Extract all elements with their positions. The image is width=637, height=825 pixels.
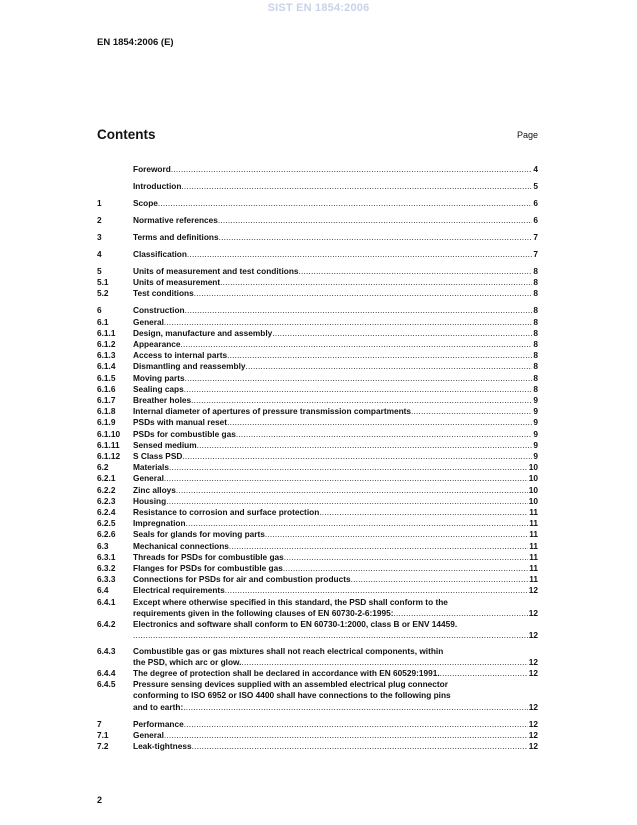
toc-dot-leader <box>191 395 532 406</box>
toc-entry-title: Housing <box>133 495 167 506</box>
toc-entry-number: 6.1.3 <box>97 350 116 361</box>
toc-entry-title-wrap <box>133 198 532 209</box>
toc-dot-leader <box>164 473 528 484</box>
toc-entry-title: General <box>133 316 164 327</box>
toc-entry-last-line <box>133 608 538 619</box>
toc-entry-number: 6.4.1 <box>97 596 116 607</box>
toc-entry-title-wrap <box>133 608 528 619</box>
toc-entry[interactable] <box>97 496 538 507</box>
toc-entry-number: 6.3.2 <box>97 563 116 574</box>
toc-entry-page: 12 <box>528 740 538 751</box>
toc-entry-title-wrap <box>133 529 528 540</box>
toc-entry[interactable] <box>97 198 538 209</box>
toc-dot-leader <box>219 232 533 243</box>
toc-entry-page: 8 <box>533 277 538 288</box>
toc-entry[interactable] <box>97 440 538 451</box>
toc-entry-number: 5.1 <box>97 277 109 288</box>
toc-entry-title: Access to internal parts <box>133 350 228 361</box>
toc-entry[interactable] <box>97 679 538 713</box>
toc-entry-number: 6.2.5 <box>97 518 116 529</box>
toc-entry-title-line: Except where otherwise specified in this standard, the PSD shall conform to the <box>133 596 448 607</box>
toc-entry-page: 11 <box>529 518 538 529</box>
toc-entry-title-wrap <box>133 496 528 507</box>
toc-entry-title: Foreword <box>133 164 171 174</box>
toc-entry-title: the PSD, which arc or glow. <box>133 656 242 667</box>
toc-dot-leader <box>133 630 528 641</box>
toc-dot-leader <box>283 563 528 574</box>
toc-entry-title: Dismantling and reassembly <box>133 361 246 372</box>
toc-entry-title-line: Electronics and software shall conform to EN 60730-1:2000, class B or ENV 14459. <box>133 619 458 630</box>
toc-entry[interactable] <box>97 574 538 585</box>
toc-entry-title-wrap <box>133 266 532 277</box>
toc-entry-title-block <box>133 646 538 668</box>
toc-entry-title: Zinc alloys <box>133 484 176 495</box>
toc-entry[interactable] <box>97 249 538 260</box>
toc-entry-page: 8 <box>533 316 538 327</box>
toc-dot-leader <box>186 518 529 529</box>
toc-entry-number: 6.2.2 <box>97 484 116 495</box>
toc-entry-number: 3 <box>97 232 102 242</box>
toc-entry[interactable] <box>97 395 538 406</box>
toc-entry-number: 6.1.8 <box>97 406 116 417</box>
toc-dot-leader <box>184 719 528 730</box>
toc-entry-title: PSDs for combustible gas <box>133 428 236 439</box>
toc-entry[interactable] <box>97 507 538 518</box>
toc-dot-leader <box>411 406 532 417</box>
toc-entry[interactable] <box>97 451 538 462</box>
toc-entry-title: General <box>133 729 164 740</box>
toc-entry-number: 6.1.10 <box>97 428 121 439</box>
toc-entry-page: 9 <box>533 439 538 450</box>
toc-entry-title: Performance <box>133 718 184 729</box>
toc-entry[interactable] <box>97 473 538 484</box>
toc-entry-number: 7.2 <box>97 740 109 751</box>
toc-entry-title: Appearance <box>133 339 181 350</box>
toc-entry-page: 10 <box>528 462 538 473</box>
toc-entry-number: 6.1.2 <box>97 339 116 350</box>
toc-entry-title-wrap <box>133 384 532 395</box>
page-column-label: Page <box>516 130 538 140</box>
toc-entry-number: 6.1 <box>97 316 109 327</box>
toc-entry-number: 6.2.3 <box>97 495 116 506</box>
toc-entry-title-wrap <box>133 406 532 417</box>
toc-entry-page: 8 <box>533 372 538 383</box>
toc-entry[interactable] <box>97 646 538 668</box>
toc-entry[interactable] <box>97 232 538 243</box>
toc-entry[interactable] <box>97 485 538 496</box>
toc-entry-title-wrap <box>133 317 532 328</box>
toc-entry-title: Units of measurement <box>133 277 221 288</box>
toc-dot-leader <box>272 328 532 339</box>
toc-entry[interactable] <box>97 288 538 299</box>
toc-dot-leader <box>440 668 528 679</box>
toc-entry-title-wrap <box>133 395 532 406</box>
toc-entry-last-line <box>133 630 538 641</box>
toc-entry-title: Construction <box>133 305 185 316</box>
page-number: 2 <box>97 795 103 805</box>
toc-entry-last-line <box>133 668 538 679</box>
toc-entry-page: 5 <box>533 181 538 191</box>
toc-entry[interactable] <box>97 339 538 350</box>
toc-entry-page: 11 <box>529 551 538 562</box>
toc-entry-title-wrap <box>133 657 528 668</box>
toc-entry-title-wrap <box>133 164 532 175</box>
toc-entry-title-wrap <box>133 485 528 496</box>
toc-entry[interactable] <box>97 350 538 361</box>
toc-entry-title-wrap <box>133 668 528 679</box>
toc-entry-title-wrap <box>133 574 528 585</box>
toc-entry-title-wrap <box>133 702 528 713</box>
toc-entry-title-wrap <box>133 741 528 752</box>
toc-entry-title-wrap <box>133 215 532 226</box>
toc-dot-leader <box>182 451 532 462</box>
toc-entry-title-wrap <box>133 277 532 288</box>
toc-entry-page: 12 <box>528 607 538 618</box>
toc-entry-title-wrap <box>133 451 532 462</box>
toc-entry[interactable] <box>97 305 538 316</box>
toc-entry-page: 8 <box>533 383 538 394</box>
toc-entry-number: 6.4.3 <box>97 645 116 656</box>
toc-entry-number: 6.4 <box>97 585 109 596</box>
toc-entry-page: 6 <box>533 198 538 208</box>
toc-entry-number: 5.2 <box>97 288 109 299</box>
toc-entry-page: 9 <box>533 428 538 439</box>
toc-dot-leader <box>319 507 528 518</box>
toc-entry-number: 1 <box>97 198 102 208</box>
toc-dot-leader <box>220 277 532 288</box>
toc-entry-title-wrap <box>133 563 528 574</box>
toc-entry[interactable] <box>97 619 538 641</box>
toc-dot-leader <box>171 164 533 175</box>
toc-entry-page: 8 <box>533 305 538 316</box>
toc-entry[interactable] <box>97 215 538 226</box>
toc-entry[interactable] <box>97 529 538 540</box>
toc-dot-leader <box>227 417 532 428</box>
toc-dot-leader <box>166 496 528 507</box>
toc-entry-number: 6.3.1 <box>97 551 116 562</box>
toc-dot-leader <box>246 361 533 372</box>
toc-entry-title: The degree of protection shall be declared in accordance with EN 60529:1991. <box>133 667 440 678</box>
toc-entry-number: 7.1 <box>97 729 109 740</box>
toc-entry[interactable] <box>97 563 538 574</box>
document-id: EN 1854:2006 (E) <box>97 37 174 48</box>
toc-dot-leader <box>236 429 533 440</box>
toc-entry-page: 10 <box>528 495 538 506</box>
toc-entry-title: Mechanical connections <box>133 540 229 551</box>
toc-dot-leader <box>197 440 533 451</box>
toc-entry-page: 7 <box>533 232 538 242</box>
toc-entry-number: 6.1.12 <box>97 451 121 462</box>
toc-entry[interactable] <box>97 518 538 529</box>
toc-entry-title: General <box>133 473 164 484</box>
toc-entry-page: 7 <box>533 249 538 259</box>
toc-dot-leader <box>218 215 533 226</box>
toc-entry[interactable] <box>97 417 538 428</box>
toc-entry-title-wrap <box>133 361 532 372</box>
toc-entry-number: 6.2.1 <box>97 473 116 484</box>
toc-entry-title-line: Pressure sensing devices supplied with an assembled electrical plug connector <box>133 679 448 690</box>
toc-entry[interactable] <box>97 361 538 372</box>
toc-entry-title: Introduction <box>133 181 182 191</box>
toc-dot-leader <box>299 266 533 277</box>
toc-entry[interactable] <box>97 384 538 395</box>
toc-dot-leader <box>284 552 528 563</box>
toc-entry[interactable] <box>97 328 538 339</box>
toc-dot-leader <box>181 181 532 192</box>
toc-entry-page: 12 <box>528 718 538 729</box>
toc-entry-title-wrap <box>133 518 528 529</box>
toc-entry-page: 8 <box>533 327 538 338</box>
toc-entry-page: 11 <box>529 540 538 551</box>
toc-entry-title-wrap <box>133 288 532 299</box>
toc-entry[interactable] <box>97 741 538 752</box>
toc-dot-leader <box>225 585 528 596</box>
toc-entry-number: 6.3 <box>97 540 109 551</box>
toc-entry[interactable] <box>97 317 538 328</box>
toc-entry-page: 9 <box>533 395 538 406</box>
toc-entry-last-line <box>133 702 538 713</box>
toc-entry[interactable] <box>97 585 538 596</box>
toc-entry-title: Classification <box>133 249 187 259</box>
toc-entry-page: 11 <box>529 563 538 574</box>
toc-dot-leader <box>176 485 528 496</box>
toc-dot-leader <box>229 541 528 552</box>
toc-entry[interactable] <box>97 164 538 175</box>
toc-entry-number: 6.1.7 <box>97 395 116 406</box>
toc-entry-title: Electrical requirements <box>133 585 225 596</box>
toc-entry-title-wrap <box>133 328 532 339</box>
toc-entry-title-wrap <box>133 440 532 451</box>
toc-entry[interactable] <box>97 406 538 417</box>
toc-entry-page: 9 <box>533 406 538 417</box>
toc-entry-page: 4 <box>533 164 538 174</box>
toc-entry-page: 6 <box>533 215 538 225</box>
toc-entry[interactable] <box>97 462 538 473</box>
toc-dot-leader <box>194 288 533 299</box>
toc-dot-leader <box>181 339 533 350</box>
toc-entry[interactable] <box>97 719 538 730</box>
toc-entry[interactable] <box>97 266 538 277</box>
toc-entry-page: 8 <box>533 361 538 372</box>
toc-dot-leader <box>242 657 528 668</box>
toc-entry-number: 6.4.4 <box>97 667 116 678</box>
toc-dot-leader <box>185 373 533 384</box>
toc-entry-title-wrap <box>133 507 528 518</box>
toc-entry[interactable] <box>97 277 538 288</box>
toc-entry-page: 12 <box>528 656 538 667</box>
toc-dot-leader <box>164 317 532 328</box>
toc-entry-title-wrap <box>133 730 528 741</box>
toc-entry[interactable] <box>97 552 538 563</box>
table-of-contents <box>97 164 538 752</box>
toc-entry[interactable] <box>97 373 538 384</box>
toc-entry-title-block <box>133 679 538 713</box>
toc-entry-title-wrap <box>133 541 528 552</box>
toc-entry-number: 6.1.6 <box>97 383 116 394</box>
toc-entry-title: Moving parts <box>133 372 185 383</box>
toc-entry-page: 12 <box>528 729 538 740</box>
toc-entry-title-block <box>133 597 538 619</box>
toc-entry-title-wrap <box>133 232 532 243</box>
toc-dot-leader <box>192 741 528 752</box>
toc-dot-leader <box>169 462 528 473</box>
toc-entry-page: 12 <box>528 630 538 641</box>
toc-entry-title-block <box>133 619 538 641</box>
toc-entry-number: 5 <box>97 266 102 276</box>
toc-entry-title: Scope <box>133 198 158 208</box>
watermark: SIST EN 1854:2006 <box>267 2 370 14</box>
toc-entry-title-wrap <box>133 473 528 484</box>
toc-entry-title: Terms and definitions <box>133 232 219 242</box>
toc-entry-title: Connections for PSDs for air and combustion products <box>133 574 351 585</box>
toc-entry-title-wrap <box>133 350 532 361</box>
toc-entry-page: 10 <box>528 484 538 495</box>
toc-entry-number: 6.4.5 <box>97 679 116 690</box>
toc-entry-number: 6.3.3 <box>97 574 116 585</box>
toc-entry-title-wrap <box>133 339 532 350</box>
toc-entry-number: 2 <box>97 215 102 225</box>
contents-title: Contents <box>97 127 156 142</box>
toc-entry-title-line: conforming to ISO 6952 or ISO 4400 shall have connections to the following pins <box>133 690 451 701</box>
toc-entry-number: 6.2.6 <box>97 529 116 540</box>
toc-dot-leader <box>183 702 528 713</box>
toc-entry-page: 11 <box>529 529 538 540</box>
toc-entry-title: Internal diameter of apertures of pressure transmission compartments <box>133 406 412 417</box>
toc-dot-leader <box>394 608 528 619</box>
toc-entry-title-wrap <box>133 630 528 641</box>
toc-entry-title-wrap <box>133 429 532 440</box>
toc-entry-title-wrap <box>133 249 532 260</box>
toc-entry-title-wrap <box>133 585 528 596</box>
toc-entry-number: 6.1.11 <box>97 439 120 450</box>
toc-entry-title-wrap <box>133 719 528 730</box>
toc-entry-title: PSDs with manual reset <box>133 417 228 428</box>
toc-entry-title: Breather holes <box>133 395 192 406</box>
toc-dot-leader <box>164 730 528 741</box>
toc-entry-title: requirements given in the following clauses of EN 60730-2-6:1995: <box>133 607 394 618</box>
toc-entry[interactable] <box>97 668 538 679</box>
toc-entry-number: 7 <box>97 718 102 729</box>
toc-entry-page: 8 <box>533 339 538 350</box>
toc-entry[interactable] <box>97 597 538 619</box>
toc-entry-page: 8 <box>533 266 538 276</box>
toc-dot-leader <box>184 384 533 395</box>
toc-entry-page: 9 <box>533 417 538 428</box>
toc-entry[interactable] <box>97 181 538 192</box>
toc-entry-title-wrap <box>133 373 532 384</box>
toc-entry-number: 6.2.4 <box>97 507 116 518</box>
toc-entry-number: 6.1.4 <box>97 361 116 372</box>
toc-entry-title: Sensed medium <box>133 439 197 450</box>
toc-entry-number: 4 <box>97 249 102 259</box>
toc-entry-number: 6.1.5 <box>97 372 116 383</box>
toc-dot-leader <box>227 350 532 361</box>
toc-entry-number: 6.2 <box>97 462 109 473</box>
toc-entry-title-wrap <box>133 181 532 192</box>
toc-dot-leader <box>158 198 532 209</box>
toc-entry-title: Seals for glands for moving parts <box>133 529 265 540</box>
toc-entry-title-block <box>133 668 538 679</box>
toc-entry-page: 8 <box>533 350 538 361</box>
toc-entry[interactable] <box>97 429 538 440</box>
toc-entry-title-wrap <box>133 552 528 563</box>
toc-entry-page: 12 <box>528 667 538 678</box>
toc-entry-title: S Class PSD <box>133 451 183 462</box>
toc-entry-number: 6.1.1 <box>97 327 116 338</box>
toc-entry-title: Impregnation <box>133 518 186 529</box>
toc-entry-title: Leak-tightness <box>133 740 192 751</box>
toc-entry[interactable] <box>97 730 538 741</box>
toc-entry-title: Test conditions <box>133 288 194 299</box>
toc-entry-page: 9 <box>533 451 538 462</box>
toc-entry-page: 11 <box>529 574 538 585</box>
toc-entry-page: 12 <box>528 585 538 596</box>
toc-entry-title: Sealing caps <box>133 383 184 394</box>
toc-entry[interactable] <box>97 541 538 552</box>
toc-entry-page: 10 <box>528 473 538 484</box>
toc-dot-leader <box>351 574 529 585</box>
toc-entry-title: Units of measurement and test conditions <box>133 266 299 276</box>
toc-entry-page: 12 <box>528 701 538 712</box>
toc-entry-page: 11 <box>529 507 538 518</box>
toc-dot-leader <box>265 529 528 540</box>
toc-entry-title-wrap <box>133 417 532 428</box>
toc-entry-title: Normative references <box>133 215 218 225</box>
toc-entry-number: 6.4.2 <box>97 619 116 630</box>
toc-entry-title: Flanges for PSDs for combustible gas <box>133 563 283 574</box>
toc-entry-number: 6.1.9 <box>97 417 116 428</box>
toc-entry-title: Resistance to corrosion and surface protection <box>133 507 320 518</box>
toc-entry-title: Materials <box>133 462 169 473</box>
toc-entry-title: and to earth: <box>133 701 184 712</box>
toc-entry-title-wrap <box>133 462 528 473</box>
toc-entry-last-line <box>133 657 538 668</box>
toc-dot-leader <box>187 249 532 260</box>
toc-dot-leader <box>185 305 533 316</box>
toc-entry-title-line: Combustible gas or gas mixtures shall not reach electrical components, within <box>133 645 444 656</box>
toc-entry-title-wrap <box>133 305 532 316</box>
toc-entry-number: 6 <box>97 305 102 316</box>
toc-entry-title: Threads for PSDs for combustible gas <box>133 551 284 562</box>
toc-entry-page: 8 <box>533 288 538 299</box>
toc-entry-title: Design, manufacture and assembly <box>133 327 273 338</box>
